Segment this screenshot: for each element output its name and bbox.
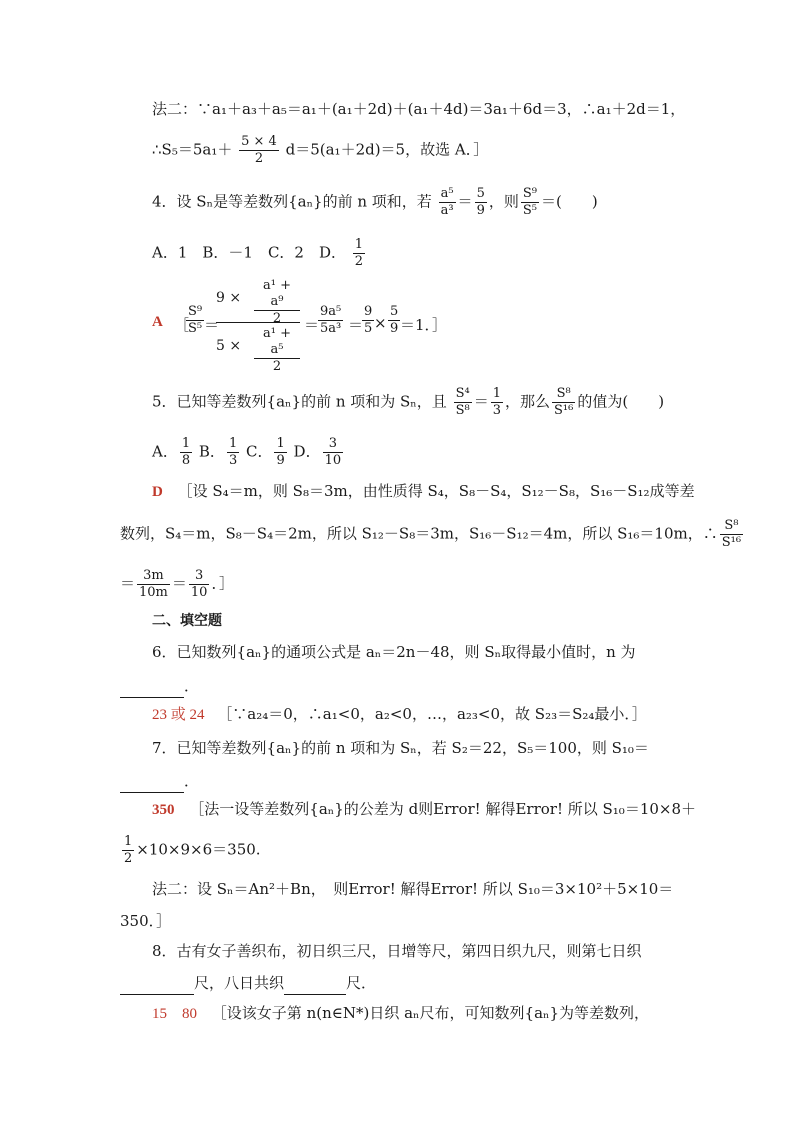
fraction-den: 2	[272, 359, 282, 374]
q8-text: 尺，八日共织	[194, 974, 285, 992]
question-8	[152, 940, 642, 962]
answer-8	[152, 1002, 649, 1025]
answer-value: 350	[152, 802, 175, 818]
fraction-num: a¹ + a⁹	[254, 278, 300, 311]
option-d: D．	[293, 442, 321, 461]
fraction-den: S⁵	[188, 321, 203, 336]
fraction-num: S⁸	[552, 386, 575, 403]
question-4	[152, 186, 598, 219]
fraction-num: 9a⁵	[320, 304, 342, 319]
fraction	[180, 436, 192, 469]
question-5	[152, 386, 664, 419]
fraction	[274, 436, 286, 469]
section-title: 二、填空题	[152, 613, 222, 629]
answer-blank[interactable]	[120, 770, 184, 793]
answer-blank[interactable]	[120, 972, 194, 995]
option-b: B．	[198, 442, 225, 461]
fraction	[353, 237, 365, 270]
answer-7-method2	[152, 878, 673, 900]
q4-mid: ，则	[488, 192, 519, 211]
answer-5-line2	[120, 518, 745, 551]
fraction	[439, 186, 456, 219]
equals: ＝	[457, 192, 473, 211]
times: ×	[374, 314, 387, 332]
q4-options-text: A．1 B．－1 C．2 D．	[152, 243, 346, 262]
fraction-num: 1	[228, 436, 238, 451]
equals: ＝	[171, 574, 187, 593]
answer-letter: A	[152, 314, 163, 330]
answer-tail: ．］	[211, 574, 234, 593]
q7-blank-line	[120, 770, 199, 793]
fraction-den: 10	[190, 585, 208, 600]
answer-text: ［法一设等差数列{aₙ}的公差为 d则Error! 解得Error! 所以 S₁₀＝10×8＋	[189, 800, 697, 818]
answer-value: 15 80	[152, 1006, 198, 1022]
option-a: A．	[152, 442, 178, 461]
method2-text: 法二：∵a₁＋a₃＋a₅＝a₁＋(a₁＋2d)＋(a₁＋4d)＝3a₁＋6d＝3，∴a₁＋2d＝1，	[152, 100, 686, 118]
fraction-num: 1	[492, 386, 501, 401]
fraction-den: S¹⁶	[554, 403, 574, 418]
q5-options	[152, 436, 345, 469]
fraction-den: S⁵	[522, 203, 537, 218]
fraction	[491, 386, 503, 419]
fraction-num: 9	[364, 304, 373, 319]
fraction-den: 10	[324, 453, 342, 468]
period: ．	[184, 772, 200, 790]
fraction-num: 1	[181, 436, 191, 451]
bracket-open: ［	[174, 316, 190, 334]
q6-blank-line	[120, 675, 199, 698]
den-prefix: 5 ×	[216, 338, 242, 354]
fraction-den: 9	[276, 453, 285, 468]
fraction	[227, 436, 239, 469]
method2-line2-pre: ∴S₅＝5a₁＋	[152, 140, 233, 159]
equals: ＝	[473, 392, 489, 411]
answer-text: ［∵a₂₄＝0，∴a₁<0，a₂<0，…，a₂₃<0，故 S₂₃＝S₂₄最小．］	[217, 705, 647, 723]
fraction-den: 2	[254, 151, 264, 166]
answer-blank[interactable]	[284, 972, 346, 995]
fraction	[475, 186, 487, 219]
fraction-den: 5a³	[320, 321, 342, 336]
fraction-den: 5	[364, 321, 373, 336]
answer-text: ×10×9×6＝350.	[136, 840, 261, 859]
fraction	[454, 386, 472, 419]
fraction-den: 9	[476, 203, 485, 218]
fraction-num: 3	[323, 436, 344, 453]
fraction-num: S⁴	[455, 386, 470, 401]
section-heading	[152, 610, 222, 632]
fraction	[323, 436, 344, 469]
q4-stem: 4．设 Sₙ是等差数列{aₙ}的前 n 项和，若	[152, 192, 432, 211]
fraction	[254, 278, 300, 327]
fraction	[362, 304, 374, 337]
method2-line2	[152, 134, 488, 167]
answer-4	[152, 276, 452, 372]
option-c: C．	[246, 442, 273, 461]
answer-text: 350．］	[120, 912, 172, 930]
fraction-den: S¹⁶	[721, 535, 742, 550]
compound-fraction	[216, 276, 302, 372]
fraction	[189, 568, 210, 601]
fraction-den: S⁸	[455, 403, 470, 418]
question-6	[152, 641, 636, 663]
answer-text: 法二：设 Sₙ＝An²＋Bn， 则Error! 解得Error! 所以 S₁₀＝3×10²＋5×10＝	[152, 880, 674, 898]
answer-7-line1	[152, 798, 696, 821]
fraction-num: 1	[354, 237, 364, 252]
equals: ＝	[204, 316, 220, 334]
fraction	[388, 304, 400, 337]
answer-text: ［设该女子第 n(n∈N*)日织 aₙ尺布，可知数列{aₙ}为等差数列，	[211, 1004, 650, 1022]
fraction	[239, 134, 279, 167]
fraction-den: 3	[228, 453, 238, 468]
q8-line2	[120, 972, 376, 995]
equals: ＝	[120, 574, 136, 593]
fraction-num: 5	[476, 186, 485, 201]
fraction-num: 5 × 4	[241, 134, 277, 149]
answer-text: ［设 S₄＝m，则 S₈＝3m，由性质得 S₄，S₈－S₄，S₁₂－S₈，S₁₆－S₁₂成等差	[177, 482, 695, 500]
fraction-den: 10m	[139, 585, 168, 600]
answer-5-line1	[152, 480, 695, 503]
fraction-num: 3	[189, 568, 210, 585]
q8-text: 尺．	[346, 974, 377, 992]
answer-6	[152, 703, 647, 726]
period: ．	[184, 677, 200, 695]
q7-text: 7．已知等差数列{aₙ}的前 n 项和为 Sₙ，若 S₂＝22，S₅＝100，则 S₁₀＝	[152, 739, 649, 757]
q4-post: ＝( )	[540, 192, 598, 211]
answer-7-line2	[120, 834, 261, 867]
fraction-num: S⁹	[522, 186, 537, 201]
method2-line1	[152, 98, 685, 120]
fraction	[521, 186, 539, 219]
fraction-num: 1	[124, 834, 133, 849]
answer-7-method2-end	[120, 910, 171, 932]
fraction	[318, 304, 343, 337]
fraction-den: a³	[440, 203, 454, 218]
answer-tail: ＝1．］	[400, 316, 448, 334]
fraction	[720, 518, 743, 551]
fraction-num: S⁸	[720, 518, 743, 535]
q5-post: 的值为( )	[577, 392, 665, 411]
fraction-den: 2	[272, 311, 282, 326]
fraction-num: 3m	[137, 568, 170, 585]
method2-line2-post: d＝5(a₁＋2d)＝5，故选 A．］	[285, 140, 489, 159]
answer-letter: D	[152, 484, 163, 500]
answer-blank[interactable]	[120, 675, 184, 698]
fraction-den: 9	[390, 321, 399, 336]
answer-text: 数列，S₄＝m，S₈－S₄＝2m，所以 S₁₂－S₈＝3m，S₁₆－S₁₂＝4m，所以 S₁₆＝10m，∴	[120, 524, 718, 543]
equals: ＝	[304, 316, 320, 334]
q6-text: 6．已知数列{aₙ}的通项公式是 aₙ＝2n－48，则 Sₙ取得最小值时，n 为	[152, 643, 636, 661]
fraction-num: a¹ + a⁵	[254, 326, 300, 359]
q5-mid: ，那么	[505, 392, 551, 411]
fraction	[122, 834, 134, 867]
fraction-den: 8	[181, 453, 191, 468]
main-fraction-bar	[216, 322, 300, 323]
fraction-num: 1	[276, 436, 285, 451]
fraction	[186, 304, 204, 337]
fraction-num: a⁵	[440, 186, 454, 201]
fraction	[552, 386, 575, 419]
q5-stem: 5．已知等差数列{aₙ}的前 n 项和为 Sₙ，且	[152, 392, 447, 411]
fraction	[254, 326, 300, 375]
fraction	[137, 568, 170, 601]
fraction-den: 2	[354, 254, 364, 269]
q4-options	[152, 237, 367, 270]
fraction-num: S⁹	[188, 304, 203, 319]
fraction-den: 3	[492, 403, 501, 418]
fraction-num: 5	[390, 304, 399, 319]
num-prefix: 9 ×	[216, 290, 242, 306]
question-7	[152, 737, 649, 759]
equals: ＝	[348, 316, 364, 334]
q8-text: 8．古有女子善织布，初日织三尺，日增等尺，第四日织九尺，则第七日织	[152, 942, 642, 960]
answer-value: 23 或 24	[152, 707, 205, 723]
answer-5-line3	[120, 568, 234, 601]
fraction-den: 2	[124, 851, 133, 866]
